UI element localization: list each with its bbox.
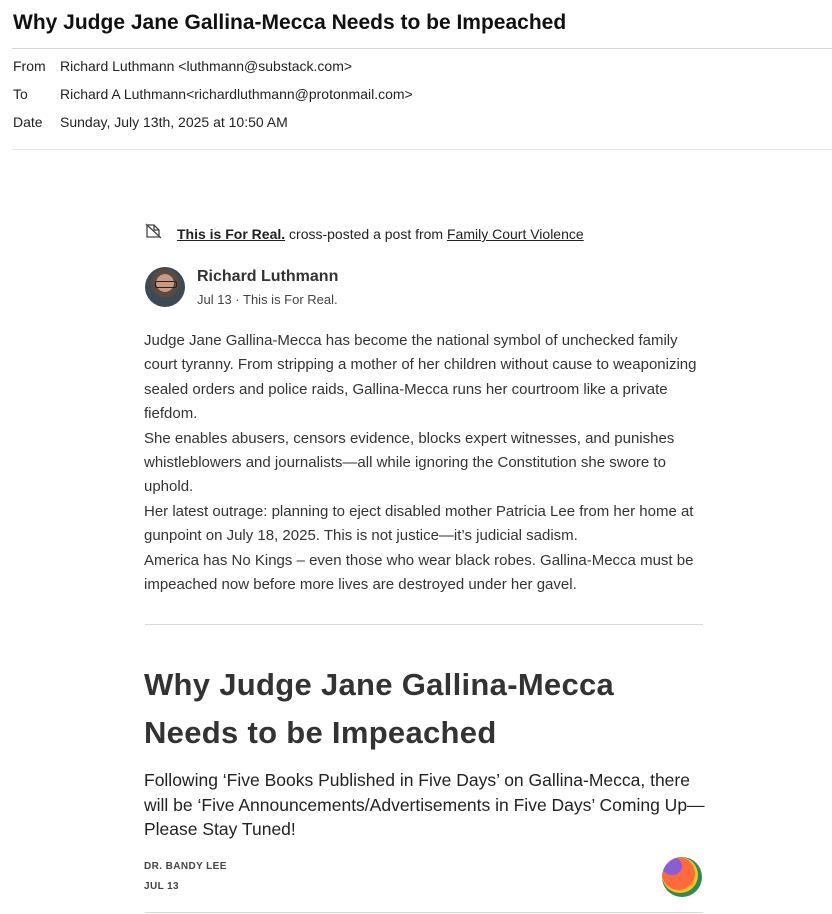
post-date: JUL 13 [144,881,180,892]
to-value[interactable]: Richard A Luthmann<richardluthmann@protonmail.com> [60,86,413,102]
email-subject: Why Judge Jane Gallina-Mecca Needs to be Impeached [13,11,567,34]
crosspost-publication-link[interactable]: This is For Real. [177,226,286,242]
author-meta: Jul 13 · This is For Real. [197,292,338,307]
crosspost-middle-text: cross-posted a post from [285,226,447,242]
from-label: From [13,58,46,74]
header-divider [12,48,832,49]
publication-logo[interactable] [662,857,702,897]
crosspost-note [144,329,714,597]
footer-divider [145,912,703,913]
from-row [13,58,352,74]
to-label: To [13,86,28,102]
note-paragraph-4: America has No Kings – even those who wear black robes. Gallina-Mecca must be impeached now before more lives are destroyed under her gavel. [144,551,694,594]
author-avatar[interactable] [145,267,185,307]
post-subtitle: Following ‘Five Books Published in Five Days’ on Gallina-Mecca, there will be ‘Five Announcements/Advertisements in Five Days’ Coming Up—Please Stay Tuned! [144,770,705,839]
crosspost-icon [144,221,164,241]
date-value: Sunday, July 13th, 2025 at 10:50 AM [60,114,288,130]
section-divider [145,624,703,625]
header-bottom-divider [12,149,832,150]
from-value[interactable]: Richard Luthmann <luthmann@substack.com> [60,58,353,74]
crosspost-source-link[interactable]: Family Court Violence [446,226,584,242]
note-paragraph-3: Her latest outrage: planning to eject disabled mother Patricia Lee from her home at gunpoint on July 18, 2025. This is not justice—it’s judicial sadism. [144,502,694,545]
note-paragraph-1: Judge Jane Gallina-Mecca has become the national symbol of unchecked family court tyranny. From stripping a mother of her children without cause to weaponizing sealed orders and police raids, Gallina-Mecca runs her courtroom like a private fiefdom. [144,332,697,423]
logo-ring-purple [662,857,682,875]
note-paragraph-2: She enables abusers, censors evidence, blocks expert witnesses, and punishes whistleblowers and journalists—all while ignoring the Constitution she swore to uphold. [144,429,675,496]
date-row [13,114,288,130]
date-label: Date [13,114,43,130]
author-name[interactable]: Richard Luthmann [197,268,339,285]
post-title[interactable]: Why Judge Jane Gallina-Mecca Needs to be Impeached [144,667,615,750]
avatar-glasses [155,281,177,288]
to-row [13,86,413,102]
crosspost-text [177,226,584,242]
post-author[interactable]: DR. BANDY LEE [144,861,227,872]
